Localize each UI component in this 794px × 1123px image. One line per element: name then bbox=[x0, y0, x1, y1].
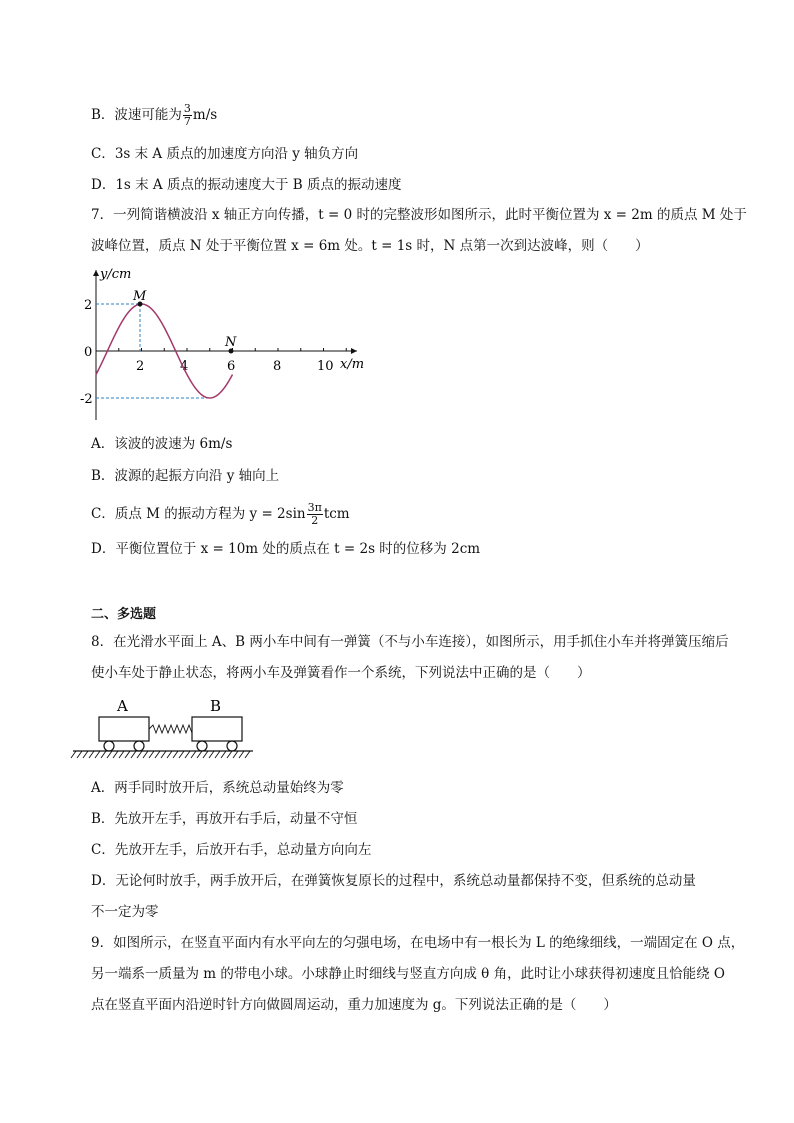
y-tick-neg2: -2 bbox=[80, 392, 93, 407]
cart-b-body bbox=[192, 717, 242, 741]
question-7-option-b: B．波源的起振方向沿 y 轴向上 bbox=[91, 468, 280, 484]
question-9-line-3: 点在竖直平面内沿逆时针方向做圆周运动，重力加速度为 g。下列说法正确的是（ ） bbox=[91, 997, 617, 1013]
carts-diagram bbox=[70, 696, 260, 768]
question-7-option-a: A．该波的波速为 6m/s bbox=[91, 436, 233, 452]
question-8-option-d-line-2: 不一定为零 bbox=[91, 904, 159, 920]
fraction bbox=[307, 502, 323, 527]
option-b-text: B．波速可能为 bbox=[91, 107, 182, 123]
hatch-line bbox=[143, 751, 148, 758]
ground-hatching bbox=[71, 751, 250, 758]
hatch-line bbox=[179, 751, 184, 758]
spring bbox=[149, 725, 192, 733]
option-b-prev bbox=[91, 103, 217, 128]
x-tick-8: 8 bbox=[273, 359, 282, 374]
cart-b-wheel-right bbox=[227, 741, 237, 751]
cart-a-label: A bbox=[117, 697, 128, 715]
hatch-line bbox=[71, 751, 76, 758]
hatch-line bbox=[227, 751, 232, 758]
y-tick-0: 0 bbox=[84, 345, 93, 360]
fraction-denominator: 7 bbox=[183, 115, 191, 128]
question-9-line-1: 9．如图所示，在竖直平面内有水平向左的匀强电场，在电场中有一根长为 L 的绝缘细线，一端固定在 O 点， bbox=[91, 935, 745, 951]
x-tick-6: 6 bbox=[227, 359, 236, 374]
cart-b-label: B bbox=[210, 697, 222, 715]
hatch-line bbox=[233, 751, 238, 758]
hatch-line bbox=[245, 751, 250, 758]
cart-a-body bbox=[99, 717, 149, 741]
hatch-line bbox=[161, 751, 166, 758]
option-b-unit: m/s bbox=[192, 107, 218, 123]
hatch-line bbox=[77, 751, 82, 758]
y-axis-label: y/cm bbox=[100, 267, 132, 282]
cart-b-wheel-left bbox=[197, 741, 207, 751]
hatch-line bbox=[89, 751, 94, 758]
hatch-line bbox=[119, 751, 124, 758]
option-d-prev: D．1s 末 A 质点的振动速度大于 B 质点的振动速度 bbox=[91, 177, 402, 193]
hatch-line bbox=[113, 751, 118, 758]
hatch-line bbox=[155, 751, 160, 758]
hatch-line bbox=[101, 751, 106, 758]
hatch-line bbox=[167, 751, 172, 758]
x-axis-label: x/m bbox=[340, 357, 365, 372]
x-tick-10: 10 bbox=[317, 359, 334, 374]
question-8-option-c: C．先放开左手，后放开右手，总动量方向向左 bbox=[91, 842, 372, 858]
wave-graph bbox=[80, 262, 370, 427]
hatch-line bbox=[131, 751, 136, 758]
hatch-line bbox=[107, 751, 112, 758]
cart-a-wheel-left bbox=[104, 741, 114, 751]
cart-a-wheel-right bbox=[134, 741, 144, 751]
question-9-line-2: 另一端系一质量为 m 的带电小球。小球静止时细线与竖直方向成 θ 角，此时让小球获得初速度且恰能绕 O bbox=[91, 966, 725, 982]
question-8-line-1: 8．在光滑水平面上 A、B 两小车中间有一弹簧（不与小车连接），如图所示，用手抓住小车并将弹簧压缩后 bbox=[91, 634, 729, 650]
question-7-option-d: D．平衡位置位于 x = 10m 处的质点在 t = 2s 时的位移为 2cm bbox=[91, 541, 481, 557]
x-tick-4: 4 bbox=[180, 359, 189, 374]
question-8-option-a: A．两手同时放开后，系统总动量始终为零 bbox=[91, 780, 344, 796]
hatch-line bbox=[197, 751, 202, 758]
question-8-option-d-line-1: D．无论何时放手，两手放开后，在弹簧恢复原长的过程中，系统总动量都保持不变，但系统的总动量 bbox=[91, 873, 696, 889]
question-8-line-2: 使小车处于静止状态，将两小车及弹簧看作一个系统，下列说法中正确的是（ ） bbox=[91, 665, 591, 681]
hatch-line bbox=[149, 751, 154, 758]
hatch-line bbox=[215, 751, 220, 758]
option-c-unit: tcm bbox=[323, 506, 350, 522]
y-tick-2: 2 bbox=[84, 298, 93, 313]
question-7-line-2: 波峰位置，质点 N 处于平衡位置 x = 6m 处。t = 1s 时，N 点第一次到达波峰，则（ ） bbox=[91, 238, 649, 254]
hatch-line bbox=[209, 751, 214, 758]
hatch-line bbox=[95, 751, 100, 758]
option-c-prev: C．3s 末 A 质点的加速度方向沿 y 轴负方向 bbox=[91, 146, 359, 162]
fraction-numerator: 3 bbox=[183, 102, 191, 115]
hatch-line bbox=[137, 751, 142, 758]
question-8-option-b: B．先放开左手，再放开右手后，动量不守恒 bbox=[91, 811, 358, 827]
section-title: 二、多选题 bbox=[91, 607, 157, 622]
hatch-line bbox=[83, 751, 88, 758]
label-m: M bbox=[133, 289, 147, 304]
hatch-line bbox=[191, 751, 196, 758]
label-n: N bbox=[225, 335, 237, 350]
fraction-denominator: 2 bbox=[311, 514, 319, 527]
x-tick-2: 2 bbox=[136, 359, 145, 374]
fraction bbox=[183, 103, 192, 128]
question-7-option-c bbox=[91, 502, 350, 527]
hatch-line bbox=[203, 751, 208, 758]
option-c-text: C．质点 M 的振动方程为 y = 2sin bbox=[91, 506, 306, 522]
hatch-line bbox=[173, 751, 178, 758]
question-7-line-1: 7．一列简谐横波沿 x 轴正方向传播，t = 0 时的完整波形如图所示，此时平衡位置为 x = 2m 的质点 M 处于 bbox=[91, 207, 747, 223]
fraction-numerator: 3π bbox=[307, 501, 322, 514]
hatch-line bbox=[221, 751, 226, 758]
hatch-line bbox=[239, 751, 244, 758]
hatch-line bbox=[125, 751, 130, 758]
hatch-line bbox=[185, 751, 190, 758]
